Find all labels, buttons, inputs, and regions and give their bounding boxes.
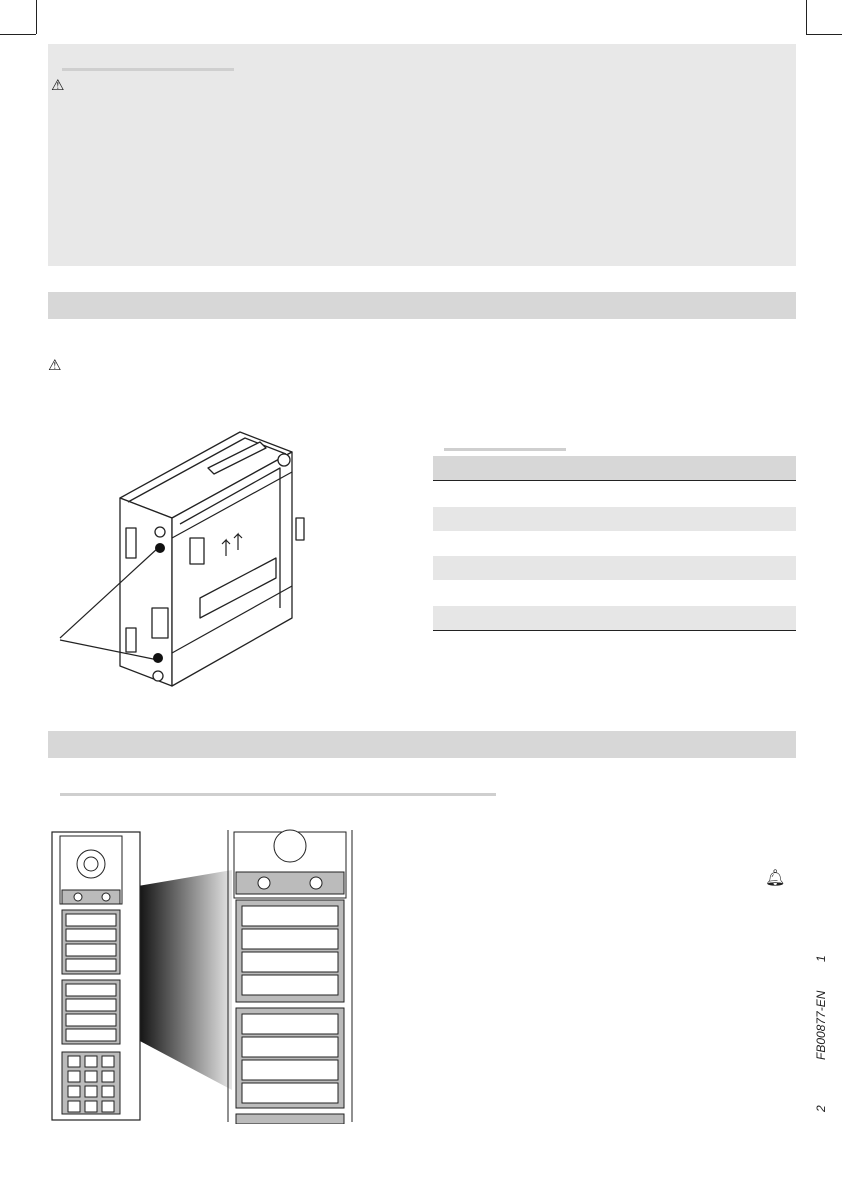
crop-mark-h [0,34,36,35]
table-header-row [433,456,796,481]
crop-mark-h-right [806,34,842,35]
entry-panel-illustration [50,828,360,1124]
table-row [433,507,796,531]
section-header-bar [48,731,796,758]
doc-code: FB00877-EN [814,990,828,1060]
subheading-rule [60,793,496,796]
table-heading-rule [444,448,566,451]
warning-triangle-icon: ⚠ [51,76,65,94]
page-total: 1 [814,955,828,962]
warning-heading-rule [62,68,234,71]
table-row [433,556,796,580]
page-number: 2 [814,1105,828,1112]
table-row [433,606,796,631]
warning-panel [48,44,796,266]
section-header-bar [48,292,796,319]
crop-mark-v [36,0,37,34]
warning-triangle-icon: ⚠ [48,356,62,374]
crop-mark-v-right [806,0,807,34]
module-rear-illustration [40,428,310,693]
bell-icon: 🔔︎ [765,868,786,887]
